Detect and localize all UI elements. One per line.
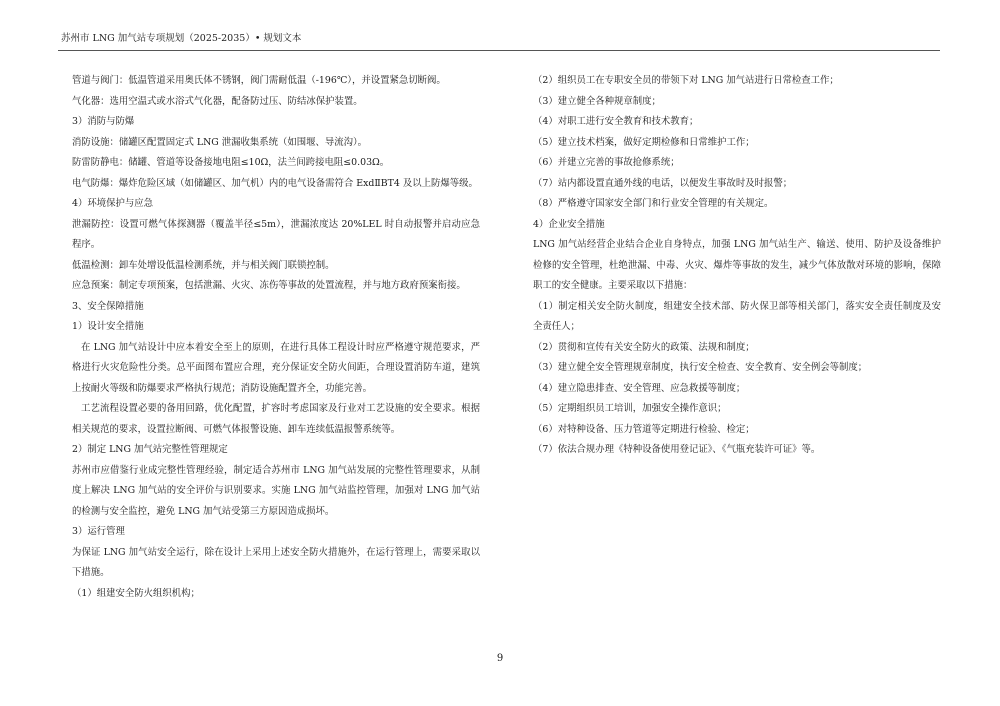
list-item: （7）依法合规办理《特种设备使用登记证》、《气瓶充装许可证》等。 — [533, 444, 821, 455]
subheading: 3）消防与防爆 — [72, 116, 135, 127]
paragraph: 管道与阀门：低温管道采用奥氏体不锈钢，阀门需耐低温（-196℃），并设置紧急切断阀。 — [72, 75, 446, 86]
left-column — [72, 71, 480, 604]
paragraph: 应急预案：制定专项预案，包括泄漏、火灾、冻伤等事故的处置流程，并与地方政府预案衔接。 — [72, 280, 466, 291]
paragraph: LNG 加气站经营企业结合企业自身特点，加强 LNG 加气站生产、输送、使用、防护及设备维护检修的安全管理，杜绝泄漏、中毒、火灾、爆炸等事故的发生，减少气体放散对环境的影响，保障职工的安全健康。主要采取以下措施： — [533, 239, 941, 291]
paragraph: 气化器：选用空温式或水浴式气化器，配备防过压、防结冰保护装置。 — [72, 95, 363, 107]
list-item: （7）站内都设置直通外线的电话，以便发生事故时及时报警； — [533, 177, 793, 189]
paragraph: 泄漏防控：设置可燃气体探测器（覆盖半径≤5m），泄漏浓度达 20%LEL 时自动报警并启动应急程序。 — [72, 218, 480, 250]
header-rule — [58, 50, 940, 51]
list-item: （3）建立健全各种规章制度； — [533, 95, 661, 107]
page-number: 9 — [496, 653, 504, 664]
paragraph: 防雷防静电：储罐、管道等设备接地电阻≤10Ω，法兰间跨接电阻≤0.03Ω。 — [72, 157, 390, 168]
paragraph: 消防设施：储罐区配置固定式 LNG 泄漏收集系统（如围堰、导流沟）。 — [72, 136, 368, 148]
right-column — [533, 71, 941, 461]
list-item: （6）对特种设备、压力管道等定期进行检验、检定； — [533, 423, 755, 435]
list-item: （6）并建立完善的事故抢修系统； — [533, 157, 680, 168]
paragraph: 在 LNG 加气站设计中应本着安全至上的原则，在进行具体工程设计时应严格遵守规范要求，严格进行火灾危险性分类。总平面图布置应合理，充分保证安全防火间距，合理设置消防车道，建筑上按耐火等级和防爆要求严格执行规范；消防设施配置齐全，功能完善。 — [72, 341, 480, 394]
list-item: （5）建立技术档案，做好定期检修和日常维护工作； — [533, 136, 755, 148]
paragraph: 工艺流程设置必要的备用回路，优化配置，扩容时考虑国家及行业对工艺设施的安全要求。根据相关规范的要求，设置拉断阀、可燃气体报警设施、卸车连续低温报警系统等。 — [72, 403, 480, 435]
list-item: （1）制定相关安全防火制度，组建安全技术部、防火保卫部等相关部门，落实安全责任制度及安全责任人； — [533, 300, 941, 332]
page-header: 苏州市 LNG 加气站专项规划（2025-2035）• 规划文本 — [61, 33, 302, 44]
list-item: （4）建立隐患排查、安全管理、应急救援等制度； — [533, 382, 746, 394]
subheading: 2）制定 LNG 加气站完整性管理规定 — [72, 444, 228, 455]
subheading: 1）设计安全措施 — [72, 321, 144, 332]
list-item: （5）定期组织员工培训，加强安全操作意识； — [533, 403, 727, 414]
list-item: （1）组建安全防火组织机构； — [72, 587, 200, 599]
paragraph: 低温检测：卸车处增设低温检测系统，并与相关阀门联锁控制。 — [72, 259, 335, 271]
paragraph: 为保证 LNG 加气站安全运行，除在设计上采用上述安全防火措施外，在运行管理上，需要采取以下措施。 — [72, 546, 480, 578]
paragraph: 苏州市应借鉴行业成完整性管理经验，制定适合苏州市 LNG 加气站发展的完整性管理要求，从制度上解决 LNG 加气站的安全评价与识别要求。实施 LNG 加气站监控管理，加强对 LNG 加气站的检测与安全监控，避免 LNG 加气站受第三方原因造成损坏。 — [72, 464, 480, 517]
list-item: （8）严格遵守国家安全部门和行业安全管理的有关规定。 — [533, 198, 774, 209]
section-heading: 3、安全保障措施 — [72, 300, 144, 312]
paragraph: 电气防爆：爆炸危险区域（如储罐区、加气机）内的电气设备需符合 ExdⅡBT4 及以上防爆等级。 — [72, 177, 478, 189]
subheading: 3）运行管理 — [72, 526, 125, 537]
list-item: （4）对职工进行安全教育和技术教育； — [533, 116, 699, 127]
subheading: 4）环境保护与应急 — [72, 198, 153, 209]
list-item: （2）贯彻和宣传有关安全防火的政策、法规和制度； — [533, 341, 755, 353]
list-item: （2）组织员工在专职安全员的带领下对 LNG 加气站进行日常检查工作； — [533, 75, 839, 86]
list-item: （3）建立健全安全管理规章制度，执行安全检查、安全教育、安全例会等制度； — [533, 362, 868, 373]
subheading: 4）企业安全措施 — [533, 218, 605, 230]
